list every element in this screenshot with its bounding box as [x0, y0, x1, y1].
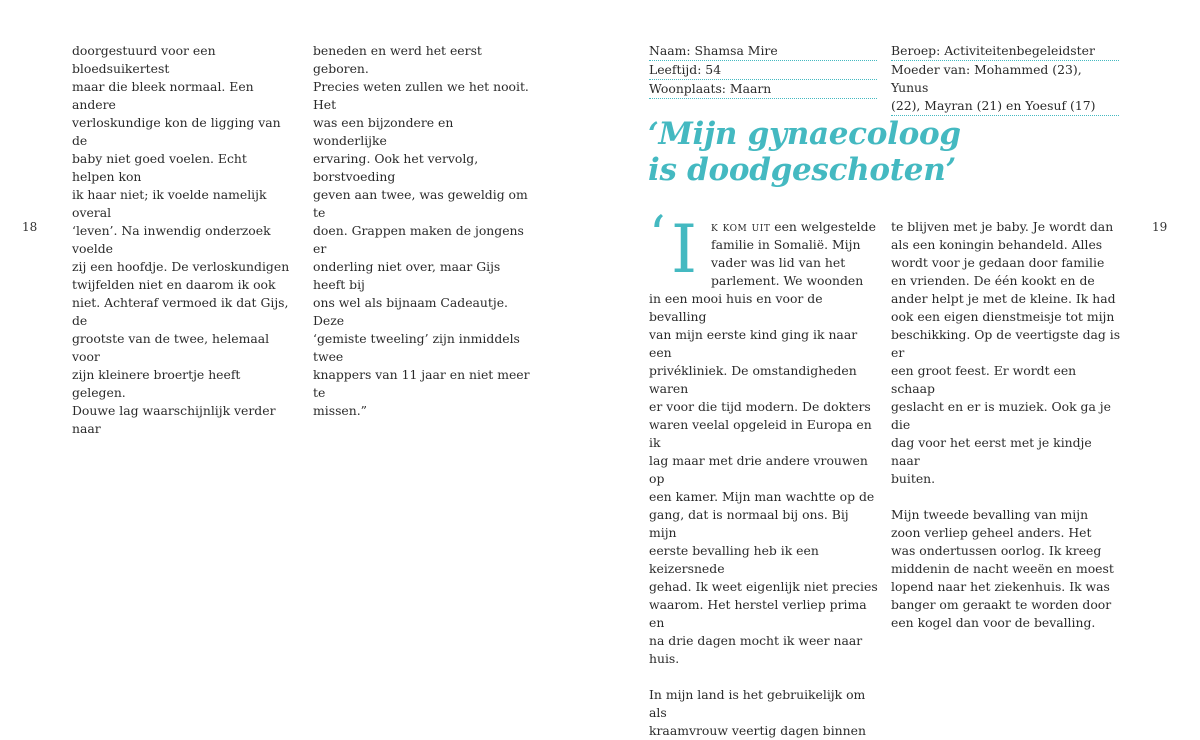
profile-children: Moeder van: Mohammed (23), Yunus (22), Mayran (21) en Yoesuf (17): [891, 61, 1119, 116]
profile-info-right: [891, 42, 1119, 116]
left-column-1: [72, 42, 290, 438]
intro-first-line-rest: een welgestelde: [770, 219, 876, 234]
profile-residence: Woonplaats: Maarn: [649, 80, 877, 99]
left-column-2-text: beneden en werd het eerst geboren. Precies weten zullen we het nooit. Het was een bijzondere en wonderlijke ervaring. Ook het vervolg, borstvoeding geven aan twee, was geweldig om te doen. Grappen maken de jongens er onderling niet over, maar Gijs heeft bij ons wel als bijnaam Cadeautje. Deze ‘gemiste tweeling’ zijn inmiddels twee knappers van 11 jaar en niet meer te missen.”: [313, 43, 530, 418]
right-column-2: [891, 218, 1121, 632]
left-column-1-text: doorgestuurd voor een bloedsuikertest maar die bleek normaal. Een andere verloskundige kon de ligging van de baby niet goed voelen. Echt helpen kon ik haar niet; ik voelde namelijk overal ‘leven’. Na inwendig onderzoek voelde zij een hoofdje. De verloskundigen twijfelden niet en daarom ik ook niet. Achteraf vermoed ik dat Gijs, de grootste van de twee, helemaal voor zijn kleinere broertje heeft gelegen. Douwe lag waarschijnlijk verder naar: [72, 43, 290, 436]
right-column-1: [649, 206, 879, 740]
left-column-2: [313, 42, 531, 420]
intro-rest: in een mooi huis en voor de bevalling van mijn eerste kind ging ik naar een privékliniek. De omstandigheden waren er voor die tijd modern. De dokters waren veelal opgeleid in Europa en ik lag maar met drie andere vrouwen op een kamer. Mijn man wachtte op de gang, dat is normaal bij ons. Bij mijn eerste bevalling heb ik een keizersnede gehad. Ik weet eigenlijk niet precies waarom. Het herstel verliep prima en na drie dagen mocht ik weer naar huis.: [649, 291, 878, 666]
profile-age: Leeftijd: 54: [649, 61, 877, 80]
profile-name: Naam: Shamsa Mire: [649, 42, 877, 61]
right-column-2-paragraph-2: Mijn tweede bevalling van mijn zoon verliep geheel anders. Het was ondertussen oorlog. Ik kreeg middenin de nacht weeën en moest lopend naar het ziekenhuis. Ik was banger om geraakt te worden door een kogel dan voor de bevalling.: [891, 507, 1114, 630]
profile-profession: Beroep: Activiteitenbegeleidster: [891, 42, 1119, 61]
lead-in-smallcaps: k kom uit: [711, 219, 771, 234]
intro-line-4: parlement. We woonden: [711, 273, 864, 288]
article-title-line-1: ‘Mijn gynaecoloog: [648, 116, 961, 152]
article-title-line-2: is doodgeschoten’: [648, 152, 956, 188]
page-number-left: 18: [22, 220, 38, 234]
right-column-1-paragraph-2: In mijn land is het gebruikelijk om als kraamvrouw veertig dagen binnen: [649, 687, 866, 738]
opening-quote-mark: ‘: [649, 206, 666, 266]
intro-paragraph: [649, 206, 879, 668]
profile-info-left: [649, 42, 877, 99]
drop-cap: I: [671, 211, 698, 288]
intro-line-3: vader was lid van het: [711, 255, 846, 270]
article-title: [648, 116, 961, 188]
right-column-2-paragraph-1: te blijven met je baby. Je wordt dan als een koningin behandeld. Alles wordt voor je gedaan door familie en vrienden. De één kookt en de ander helpt je met de kleine. Ik had ook een eigen dienstmeisje tot mijn beschikking. Op de veertigste dag is er een groot feest. Er wordt een schaap geslacht en er is muziek. Ook ga je die dag voor het eerst met je kindje naar buiten.: [891, 219, 1121, 486]
intro-line-2: familie in Somalië. Mijn: [711, 237, 861, 252]
page-number-right: 19: [1152, 220, 1168, 234]
